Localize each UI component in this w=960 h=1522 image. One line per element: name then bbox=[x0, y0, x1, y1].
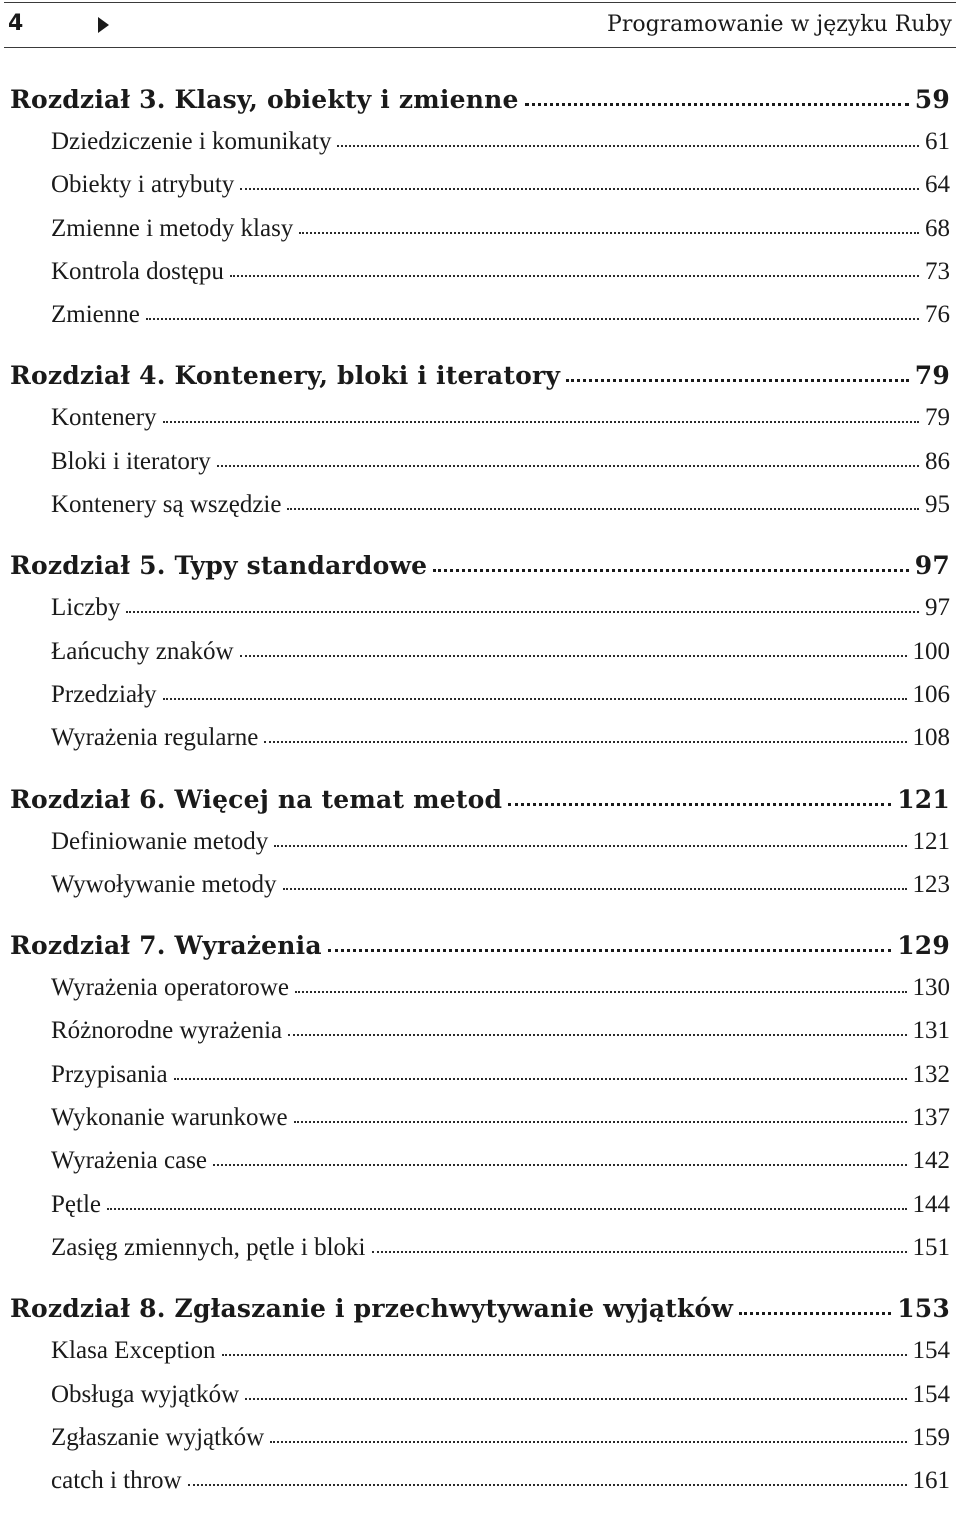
section-entry[interactable] bbox=[10, 163, 950, 206]
section-entry[interactable] bbox=[10, 1459, 950, 1502]
section-entry[interactable] bbox=[10, 1139, 950, 1182]
section-page-number: 64 bbox=[925, 171, 950, 199]
dot-leader bbox=[126, 590, 919, 615]
dot-leader bbox=[294, 1100, 907, 1125]
section-title: Wywoływanie metody bbox=[51, 870, 277, 898]
section-title: Wyrażenia regularne bbox=[51, 724, 259, 752]
dot-leader bbox=[163, 677, 907, 702]
section-entry[interactable] bbox=[10, 966, 950, 1009]
chapter-block bbox=[10, 80, 950, 336]
section-title: Kontenery są wszędzie bbox=[51, 491, 282, 519]
section-title: Zmienne bbox=[51, 301, 140, 329]
section-page-number: 79 bbox=[925, 404, 950, 432]
dot-leader bbox=[264, 720, 906, 745]
section-entry[interactable] bbox=[10, 586, 950, 629]
table-of-contents bbox=[10, 80, 950, 1522]
section-page-number: 137 bbox=[912, 1104, 950, 1132]
section-page-number: 130 bbox=[912, 974, 950, 1002]
page-number: 4 bbox=[8, 11, 24, 36]
dot-leader bbox=[328, 929, 891, 954]
chapter-block bbox=[10, 356, 950, 526]
dot-leader bbox=[739, 1292, 891, 1317]
section-page-number: 123 bbox=[912, 870, 950, 898]
chapter-entry[interactable] bbox=[10, 1289, 950, 1329]
chapter-entry[interactable] bbox=[10, 926, 950, 966]
dot-leader bbox=[274, 824, 906, 849]
section-page-number: 76 bbox=[925, 301, 950, 329]
dot-leader bbox=[240, 167, 919, 192]
section-title: Bloki i iteratory bbox=[51, 447, 211, 475]
section-entry[interactable] bbox=[10, 673, 950, 716]
section-title: Definiowanie metody bbox=[51, 827, 269, 855]
section-page-number: 154 bbox=[912, 1337, 950, 1365]
section-page-number: 131 bbox=[912, 1017, 950, 1045]
chapter-page-number: 121 bbox=[897, 784, 950, 814]
chapter-page-number: 153 bbox=[897, 1294, 950, 1324]
chapter-title: Rozdział 4. Kontenery, bloki i iteratory bbox=[10, 361, 561, 391]
chapter-entry[interactable] bbox=[10, 356, 950, 396]
section-page-number: 142 bbox=[912, 1147, 950, 1175]
section-page-number: 68 bbox=[925, 214, 950, 242]
section-page-number: 144 bbox=[912, 1190, 950, 1218]
section-entry[interactable] bbox=[10, 1226, 950, 1269]
chapter-entry[interactable] bbox=[10, 780, 950, 820]
dot-leader bbox=[146, 297, 919, 322]
section-title: Wyrażenia case bbox=[51, 1147, 208, 1175]
section-title: Zgłaszanie wyjątków bbox=[51, 1423, 265, 1451]
section-page-number: 151 bbox=[912, 1233, 950, 1261]
section-page-number: 121 bbox=[912, 827, 950, 855]
section-entry[interactable] bbox=[10, 207, 950, 250]
section-title: Klasa Exception bbox=[51, 1337, 216, 1365]
section-entry[interactable] bbox=[10, 440, 950, 483]
chapter-title: Rozdział 5. Typy standardowe bbox=[10, 551, 428, 581]
chapter-title: Rozdział 3. Klasy, obiekty i zmienne bbox=[10, 85, 519, 114]
chapter-block bbox=[10, 1289, 950, 1502]
dot-leader bbox=[566, 359, 909, 384]
chapter-page-number: 59 bbox=[914, 85, 950, 114]
section-entry[interactable] bbox=[10, 483, 950, 526]
section-page-number: 97 bbox=[925, 594, 950, 622]
dot-leader bbox=[107, 1187, 907, 1212]
chapter-block bbox=[10, 780, 950, 907]
section-entry[interactable] bbox=[10, 1183, 950, 1226]
dot-leader bbox=[525, 83, 909, 108]
chapter-page-number: 79 bbox=[914, 361, 950, 391]
section-title: Przypisania bbox=[51, 1060, 168, 1088]
dot-leader bbox=[240, 634, 907, 659]
section-title: Wyrażenia operatorowe bbox=[51, 974, 289, 1002]
section-title: Kontenery bbox=[51, 404, 157, 432]
section-page-number: 86 bbox=[925, 447, 950, 475]
section-entry[interactable] bbox=[10, 820, 950, 863]
chapter-page-number: 129 bbox=[897, 931, 950, 961]
chapter-block bbox=[10, 926, 950, 1269]
section-page-number: 95 bbox=[925, 491, 950, 519]
section-title: Zmienne i metody klasy bbox=[51, 214, 294, 242]
section-page-number: 106 bbox=[912, 680, 950, 708]
section-entry[interactable] bbox=[10, 396, 950, 439]
section-page-number: 61 bbox=[925, 128, 950, 155]
section-title: Wykonanie warunkowe bbox=[51, 1104, 288, 1132]
section-title: Zasięg zmiennych, pętle i bloki bbox=[51, 1233, 366, 1261]
section-page-number: 154 bbox=[912, 1380, 950, 1408]
chapter-entry[interactable] bbox=[10, 546, 950, 586]
section-page-number: 159 bbox=[912, 1423, 950, 1451]
section-entry[interactable] bbox=[10, 250, 950, 293]
chapter-title: Rozdział 7. Wyrażenia bbox=[10, 931, 322, 961]
section-title: catch i throw bbox=[51, 1467, 182, 1495]
book-title: Programowanie w języku Ruby bbox=[607, 12, 952, 37]
section-entry[interactable] bbox=[10, 716, 950, 759]
chapter-page-number: 97 bbox=[914, 551, 950, 581]
dot-leader bbox=[213, 1143, 906, 1168]
section-title: Dziedziczenie i komunikaty bbox=[51, 128, 332, 155]
dot-leader bbox=[174, 1057, 907, 1082]
section-page-number: 132 bbox=[912, 1060, 950, 1088]
section-title: Przedziały bbox=[51, 680, 157, 708]
section-entry[interactable] bbox=[10, 1009, 950, 1052]
dot-leader bbox=[337, 124, 919, 149]
chapter-block bbox=[10, 546, 950, 759]
section-title: Pętle bbox=[51, 1190, 101, 1218]
dot-leader bbox=[433, 549, 909, 574]
chapter-title: Rozdział 6. Więcej na temat metod bbox=[10, 784, 503, 814]
dot-leader bbox=[270, 1420, 906, 1445]
dot-leader bbox=[222, 1333, 907, 1358]
section-title: Obiekty i atrybuty bbox=[51, 171, 235, 199]
section-entry[interactable] bbox=[10, 630, 950, 673]
section-entry[interactable] bbox=[10, 120, 950, 163]
section-title: Liczby bbox=[51, 594, 121, 622]
page-header bbox=[4, 2, 956, 48]
dot-leader bbox=[372, 1230, 907, 1255]
section-title: Różnorodne wyrażenia bbox=[51, 1017, 283, 1045]
section-page-number: 73 bbox=[925, 257, 950, 285]
dot-leader bbox=[287, 487, 919, 512]
section-entry[interactable] bbox=[10, 1096, 950, 1139]
section-entry[interactable] bbox=[10, 1416, 950, 1459]
dot-leader bbox=[188, 1463, 907, 1488]
chapter-title: Rozdział 8. Zgłaszanie i przechwytywanie wyjątków bbox=[10, 1294, 734, 1324]
dot-leader bbox=[245, 1377, 906, 1402]
dot-leader bbox=[283, 867, 907, 892]
dot-leader bbox=[295, 970, 907, 995]
dot-leader bbox=[299, 211, 919, 236]
section-entry[interactable] bbox=[10, 1053, 950, 1096]
dot-leader bbox=[288, 1013, 906, 1038]
section-entry[interactable] bbox=[10, 293, 950, 336]
section-entry[interactable] bbox=[10, 1373, 950, 1416]
section-title: Kontrola dostępu bbox=[51, 257, 224, 285]
section-entry[interactable] bbox=[10, 1329, 950, 1372]
triangle-right-icon bbox=[98, 17, 109, 33]
section-title: Łańcuchy znaków bbox=[51, 637, 234, 665]
section-entry[interactable] bbox=[10, 863, 950, 906]
dot-leader bbox=[163, 400, 919, 425]
section-page-number: 161 bbox=[912, 1467, 950, 1495]
dot-leader bbox=[217, 444, 919, 469]
chapter-entry[interactable] bbox=[10, 80, 950, 120]
section-page-number: 108 bbox=[912, 724, 950, 752]
dot-leader bbox=[230, 254, 919, 279]
dot-leader bbox=[508, 783, 891, 808]
section-page-number: 100 bbox=[912, 637, 950, 665]
section-title: Obsługa wyjątków bbox=[51, 1380, 240, 1408]
